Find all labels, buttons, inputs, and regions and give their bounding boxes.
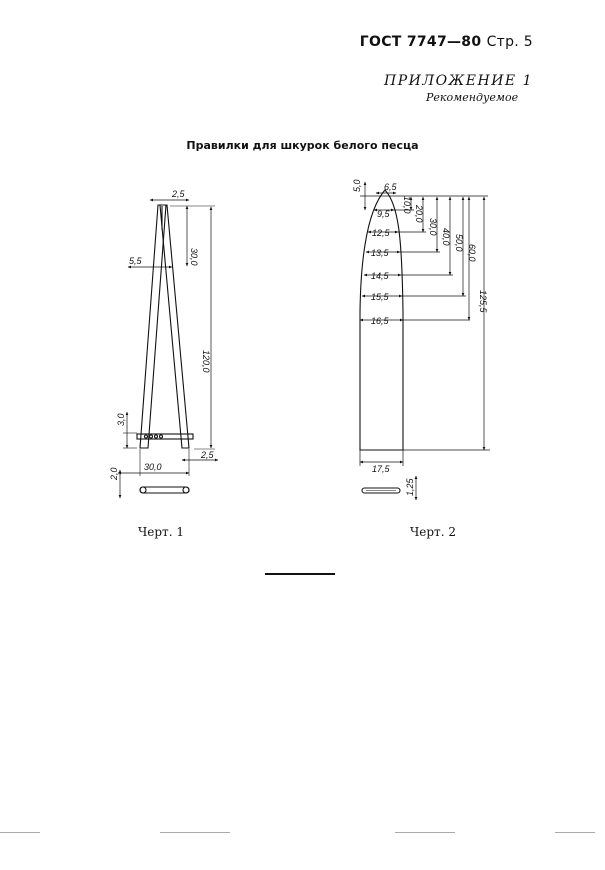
width-6: 16,5 bbox=[371, 316, 389, 326]
level-4: 40,0 bbox=[441, 228, 451, 246]
width-4: 14,5 bbox=[371, 271, 389, 281]
dim-tip-length: 30,0 bbox=[189, 248, 199, 266]
dim-thickness: 2,0 bbox=[109, 467, 119, 480]
dim-total-length: 120,0 bbox=[201, 350, 211, 373]
level-2: 20,0 bbox=[414, 205, 424, 223]
dim-tip-height: 5,0 bbox=[352, 179, 362, 192]
dim-base-width: 30,0 bbox=[144, 462, 162, 472]
scan-edge bbox=[160, 832, 230, 833]
page-number: Стр. 5 bbox=[486, 34, 533, 50]
width-3: 13,5 bbox=[371, 248, 389, 258]
width-1: 9,5 bbox=[377, 209, 390, 219]
caption-drawing-1: Черт. 1 bbox=[138, 525, 184, 539]
appendix-subtitle: Рекомендуемое bbox=[426, 91, 519, 104]
scan-edge bbox=[555, 832, 595, 833]
left-leg-outline bbox=[140, 205, 166, 448]
dim-top-width: 2,5 bbox=[172, 189, 185, 199]
level-6: 60,0 bbox=[467, 244, 477, 262]
dim-base-offset: 3,0 bbox=[116, 413, 126, 426]
scan-edge bbox=[395, 832, 455, 833]
end-rule bbox=[265, 573, 335, 575]
dim-spread: 5,5 bbox=[129, 256, 142, 266]
caption-drawing-2: Черт. 2 bbox=[410, 525, 456, 539]
scan-edge bbox=[0, 832, 40, 833]
section-view-1 bbox=[140, 487, 189, 493]
level-5: 50,0 bbox=[454, 234, 464, 252]
width-7: 17,5 bbox=[372, 464, 390, 474]
level-3: 30,0 bbox=[428, 218, 438, 236]
appendix-title: ПРИЛОЖЕНИЕ 1 bbox=[384, 73, 533, 89]
dim-leg-width: 2,5 bbox=[201, 450, 214, 460]
width-2: 12,5 bbox=[372, 228, 390, 238]
width-5: 15,5 bbox=[371, 292, 389, 302]
dim-tip-width: 6,5 bbox=[384, 182, 397, 192]
level-1: 10,0 bbox=[402, 196, 412, 214]
document-title: Правилки для шкурок белого песца bbox=[186, 139, 419, 152]
standard-number: ГОСТ 7747—80 bbox=[359, 34, 482, 50]
dim-thickness-2: 1,25 bbox=[405, 478, 415, 496]
level-7: 125,5 bbox=[478, 290, 488, 313]
right-leg-outline bbox=[160, 205, 189, 448]
